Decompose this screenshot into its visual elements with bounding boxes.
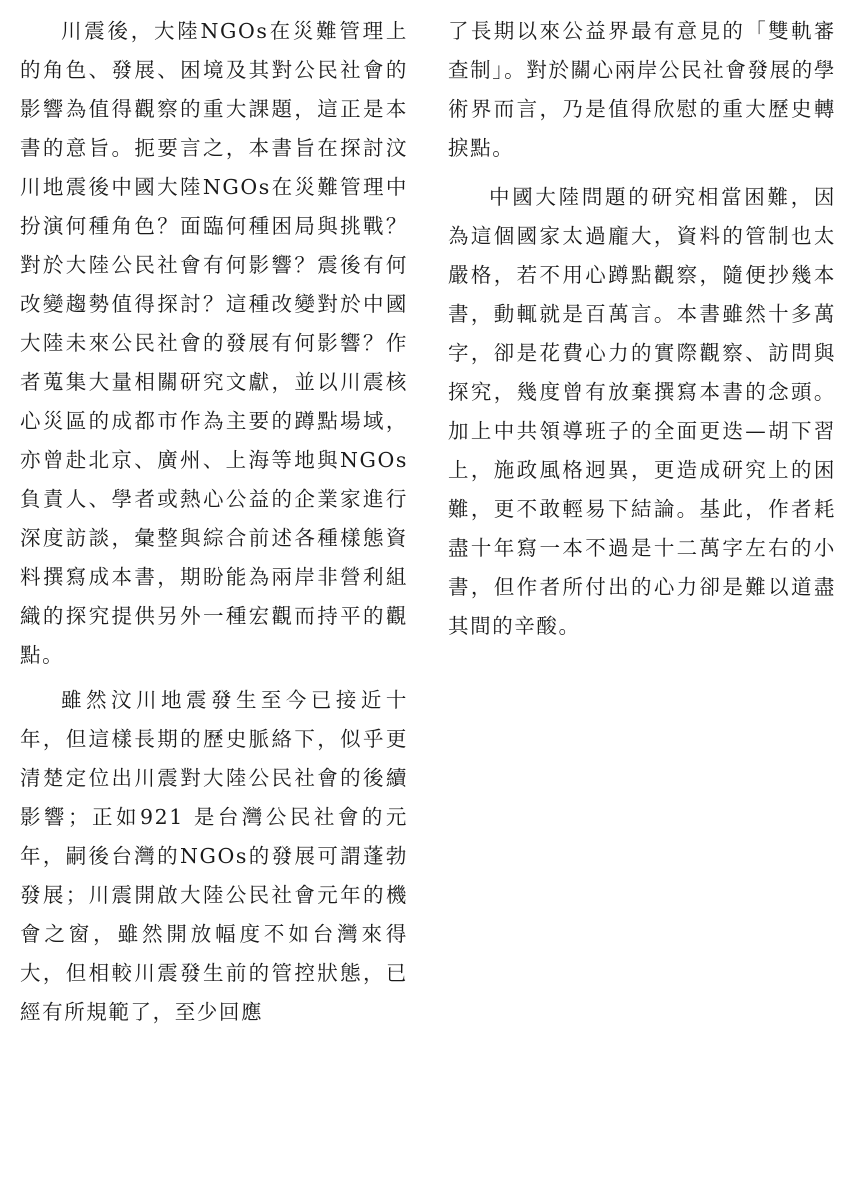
paragraph: 中國大陸問題的研究相當困難，因為這個國家太過龐大，資料的管制也太嚴格，若不用心蹲點觀察，隨便抄幾本書，動輒就是百萬言。本書雖然十多萬字，卻是花費心力的實際觀察、訪問與探究，幾度曾有放棄撰寫本書的念頭。加上中共領導班子的全面更迭—胡下習上，施政風格迥異，更造成研究上的困難，更不敢輕易下結論。基此，作者耗盡十年寫一本不過是十二萬字左右的小書，但作者所付出的心力卻是難以道盡其間的辛酸。: [448, 185, 836, 638]
paragraph: 川震後，大陸NGOs在災難管理上的角色、發展、困境及其對公民社會的影響為值得觀察的重大課題，這正是本書的意旨。扼要言之，本書旨在探討汶川地震後中國大陸NGOs在災難管理中扮演何種角色？面臨何種困局與挑戰？對於大陸公民社會有何影響？震後有何改變趨勢值得探討？這種改變對於中國大陸未來公民社會的發展有何影響？作者蒐集大量相關研究文獻，並以川震核心災區的成都市作為主要的蹲點場域，亦曾赴北京、廣州、上海等地與NGOs負責人、學者或熱心公益的企業家進行深度訪談，彙整與綜合前述各種樣態資料撰寫成本書，期盼能為兩岸非營利組織的探究提供另外一種宏觀而持平的觀點。: [20, 19, 408, 667]
paragraph-continued: 了長期以來公益界最有意見的「雙軌審查制」。對於關心兩岸公民社會發展的學術界而言，乃是值得欣慰的重大歷史轉捩點。: [448, 19, 836, 160]
right-column: [448, 12, 836, 646]
left-column: [20, 12, 408, 1032]
paragraph: 雖然汶川地震發生至今已接近十年，但這樣長期的歷史脈絡下，似乎更清楚定位出川震對大陸公民社會的後續影響；正如921 是台灣公民社會的元年，嗣後台灣的NGOs的發展可謂蓬勃發展；川震開啟大陸公民社會元年的機會之窗，雖然開放幅度不如台灣來得大，但相較川震發生前的管控狀態，已經有所規範了，至少回應: [20, 688, 408, 1024]
